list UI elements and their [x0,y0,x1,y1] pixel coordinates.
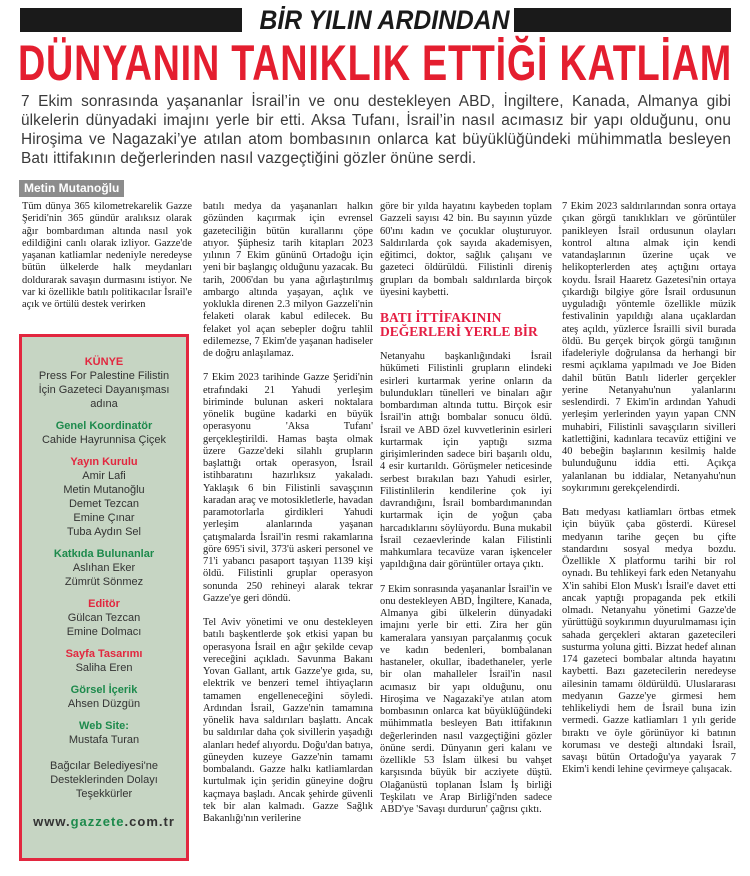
masthead-name: Cahide Hayrunnisa Çiçek [41,434,167,446]
masthead-publisher [22,355,186,411]
paragraph: göre bir yılda hayatını kaybeden toplam Gazzeli sayısı 42 bin. Bu sayının yüzde 60'ını kadın ve çocuklar oluşturuyor. Saldırılarda çok sayıda akademisyen, eğitimci, doktor, sağlık çalışanı ve gazeteci öldürüldü. Filistinli direniş grupları da bombalı saldırılarda birçok üyesini kaybetti. [380,201,552,298]
masthead-group [22,683,186,711]
masthead-name: Saliha Eren [75,662,133,674]
masthead-name: Ahsen Düzgün [67,698,141,710]
author-byline: Metin Mutanoğlu [19,180,124,197]
thanks-line: Teşekkürler [75,788,133,800]
article-column-4 [562,201,736,873]
paragraph: Tel Aviv yönetimi ve onu destekleyen batılı başkentlerde şok etkisi yapan bu operasyona İsrail en ağır şekilde cevap vereceğini açıkladı. Savunma Bakanı Yovan Gallant, artık Gazze'ye gıda, su, elektrik ve benzeri temel ihtiyaçların tamamen engelleneceğini söyledi. Ardından İsrail, Gazze'nin tamamına yönelik hava saldırıları başlattı. Ancak bu saldırılar daha çok sivillerin yaşadığı alanları hedef alıyordu. Doğu'dan batıya, güneyden kuzeye Gazze'nin tamamı bombalandı. Gazze halkı katliamlardan kurtulmak için şeridin güneyine doğru kaçmaya başladı. Ancak şehirde güvenli tek bir alan kalmadı. Gazze Sağlık Bakanlığı'nın verilerine [203,617,373,824]
website-link[interactable]: www.gazzete.com.tr [33,814,175,829]
masthead-name: Amir Lafi [82,470,126,482]
publisher-line: Press For Palestine Filistin [38,370,170,382]
masthead-name: Emine Dolmacı [66,626,142,638]
masthead-name: Zümrüt Sönmez [64,576,144,588]
subheading: BATI İTTİFAKININ DEĞERLERİ YERLE BİR [380,310,538,339]
masthead-group-heading: Sayfa Tasarımı [65,648,143,660]
masthead-name: Demet Tezcan [68,498,140,510]
paragraph: 7 Ekim 2023 saldırılarından sonra ortaya çıkan görgü tanıklıkları ve görüntüler panikleyen İsrail ordusunun olayları kontrol altına almak için kendi vatandaşlarının üzerine uçak ve helikopterlerden ateş açtığını ortaya koydu. İsrail Haaretz Gazetesi'nin ortaya çıkardığı bilgiye göre İsrail ordusunun uyguladığı yöntemle özellikle müzik festivalinin yapıldığı alana uçaklardan ateş açıldı, yüzlerce İsrailli sivil burada öldü. Bu gerçek birçok görgü tanığının ifadeleriyle doğrulansa da herhangi bir resmi açıklama yapılmadı ve Joe Biden dahil bütün Batılı liderler gerçekler yerine Netanyahu'nun yalanlarını seslendirdi. 7 Ekim'in ardından Yahudi yerleşim yerlerinden yayın yapan CNN muhabiri, Filistinli savaşçıların sivilleri katlettiğini, kadınlara tecavüz ettiğini ve 40 bebeğin başlarının kesilmiş halde bulunduğunu iddia etti. Açıkça yalanlanan bu iddialar, Netanyahu'nun soykırımını gerekçelendirdi. [562,201,736,494]
masthead-name: Tuba Aydın Sel [67,526,141,538]
masthead-group-heading: Web Site: [79,720,129,732]
masthead-thanks [22,759,186,801]
masthead-group-heading: Yayın Kurulu [70,456,138,468]
paragraph: Tüm dünya 365 kilometrekarelik Gazze Şeridi'nin 365 gündür aralıksız olarak ağır bombardıman altında nasıl yok edildiğini canlı olarak izliyor. Gazze'de yaşanan katliamlar nedeniyle neredeyse bütün ülkelerde halk meydanları doldurarak savaşın durmasını istiyor. Ne var ki özellikle batılı politikacılar İsrail'e açık ve örtülü destek verirken [22,201,192,310]
paragraph: 7 Ekim 2023 tarihinde Gazze Şeridi'nin etrafındaki 21 Yahudi yerleşim biriminde bulunan askeri noktalara yönelik bugüne kadarki en büyük operasyonu 'Aksa Tufanı' gerçekleştirildi. Hamas başta olmak üzere Gazze'deki silahlı grupların başlattığı ortak operasyon, İsrail istihbaratını hazırlıksız yakaladı. Yaklaşık 6 bin Filistinli savaşçının karadan araç ve motosikletlerle, havadan paramotorlarla girdikleri Yahudi yerleşim alanlarında yaşanan çatışmalarda İsrail'in resmi rakamlarına göre 695'i sivil, 373'ü askeri personel ve 71'i yabancı pasaport taşıyan 1139 kişi öldü. Filistinli gruplar operasyon sonunda 250 rehineyi alarak tekrar Gazze'ye geri döndü. [203,372,373,604]
masthead-group [22,647,186,675]
thanks-line: Desteklerinden Dolayı [50,774,158,786]
masthead-title: KÜNYE [84,356,124,368]
masthead-groups [22,419,186,747]
paragraph: 7 Ekim sonrasında yaşananlar İsrail'in ve onu destekleyen ABD, İngiltere, Kanada, Almanya gibi ülkelerin dünyadaki imajını yerle bir etti. Zira her gün kameralara yansıyan parçalanmış çocuk ve kadın bedenleri, bombalanan hastaneler, okullar, ibadethaneler, yerle bir olan mahalleler İsrail'in nasıl acımasız bir yapı olduğunu, onu Hiroşima ve Nagazaki'ye atılan atom bombasının onlarca kat büyüklüğündeki mühimmatla besleyen Batı ittifakının değerlerinden nasıl vazgeçtiğini gözler önüne serdi. Dünyanın geri kalanı ve özellikle 53 İslam ülkesi bu vahşet karşısında büyük bir acziyete düştü. Olağanüstü toplanan İslam İş birliği Teşkilatı ve Arap Birliği'nden sadece ABD'ye 'Savaşı durdurun' çağrısı çıktı. [380,583,552,815]
thanks-line: Bağcılar Belediyesi'ne [50,760,158,772]
masthead-name: Aslıhan Eker [72,562,136,574]
paragraph: batılı medya da yaşananları halkın gözünden kaçırmak için evrensel gazeteciliğin bütün kurallarını çöpe atıyor. Şüphesiz tarih kitapları 2023 yılının 7 Ekim gününü Ortadoğu için yeni bir başlangıç olduğunu yazacak. Bu tarih, 2006'dan bu yana ağırlaştırılmış ambargo altında yaşayan, açlık ve yoklukla direnen 2.3 milyon Gazzeli'nin felaketi olarak kabul edilecek. Bu felaket yol açan sebepler doğru tahlil edilemezse, 7 Ekim'de yaşanan hadiseler de doğru anlaşılamaz. [203,201,373,359]
masthead-name: Mustafa Turan [68,734,140,746]
masthead-group [22,597,186,639]
masthead-group [22,455,186,539]
masthead-name: Metin Mutanoğlu [63,484,145,496]
kicker-text: BİR YILIN ARDINDAN [248,5,508,35]
masthead-group-heading: Editör [88,598,120,610]
masthead-group-heading: Genel Koordinatör [55,420,153,432]
masthead-group [22,547,186,589]
masthead-name: Gülcan Tezcan [67,612,141,624]
article-column-1 [22,201,192,321]
masthead-group [22,419,186,447]
paragraph: Netanyahu başkanlığındaki İsrail hükümeti Filistinli grupların elindeki esirleri kurtarmak yerine onların da bulundukları tünelleri ve binaları ağır bombardıman altında tuttu. Birçok esir İsrail'in attığı bombalar sonucu öldü. İsrail ve ABD özel kuvvetlerinin esirleri kurtarmak için yaptığı sızma girişimlerinden sadece biri başarılı oldu, 4 esir kurtarıldı. Görüşmeler neticesinde serbest bırakılan bazı Yahudi esirler, Filistinlilerin kendilerine çok iyi davrandığını, İsrail bombardımanından kurtarmak için de yoğun çaba harcadıklarını söylüyordu. Buna mukabil İsrail cezaevlerinde kalan Filistinli mahkumlara tecavüze varan işkenceler yapıldığına dair görüntüler ortaya çıktı. [380,351,552,571]
paragraph: Batı medyası katliamları örtbas etmek için büyük çaba gösterdi. Küresel medyanın tarihe geçen bu çifte standardını sosyal medya bozdu. Özellikle X platformu tarihi bir rol oynadı. Bu tehlikeyi fark eden Netanyahu X'in sahibi Elon Musk'ı İsrail'e davet etti ancak yaptığı propaganda pek etkili olmadı. Netanyahu yönetimi Gazze'de yürüttüğü soykırımın duyurulmaması için sahada gerçekleri aktaran gazetecileri susturma yoluna gitti. Bizzat hedef alınan 174 gazeteci bombalar altında hayatını kaybetti. Bazı gazetecilerin neredeyse ailesinin tamamı öldürüldü. Uluslararası medyanın Gazze'ye girmesi hem tehlikeliydi hem de İsrail buna izin vermedi. Gazze katliamları 1 yılı geride bıraktı ve öyle görünüyor ki batının koruması ve desteği altındaki İsrail, savaşı bütün Ortadoğu'ya yayarak 7 Ekim'i kendi lehine çevirmeye çalışacak. [562,507,736,776]
publisher-line: adına [90,398,118,410]
masthead-group [22,719,186,747]
article-column-2 [203,201,373,873]
deck-summary: 7 Ekim sonrasında yaşananlar İsrail’in ve onu destekleyen ABD, İngiltere, Kanada, Almanya gibi ülkelerin dünyadaki imajını yerle bir etti. Aksa Tufanı, İsrail’in nasıl acımasız bir yapı olduğunu, onu Hiroşima ve Nagazaki’ye atılan atom bombasının onlarca kat büyüklüğündeki mühimmatla besleyen Batı ittifakının değerlerinden nasıl vazgeçtiğini gözler önüne serdi. [21,93,731,167]
masthead-box [19,334,189,861]
kicker-banner [20,5,731,35]
publisher-line: İçin Gazeteci Dayanışması [38,384,170,396]
masthead-name: Emine Çınar [73,512,135,524]
headline: DÜNYANIN TANIKLIK ETTİĞİ KATLİAM [18,35,732,91]
article-column-3 [380,201,552,873]
masthead-group-heading: Görsel İçerik [70,684,138,696]
kicker-bar-left [20,8,242,32]
masthead-group-heading: Katkıda Bulunanlar [53,548,155,560]
kicker-bar-right [514,8,731,32]
